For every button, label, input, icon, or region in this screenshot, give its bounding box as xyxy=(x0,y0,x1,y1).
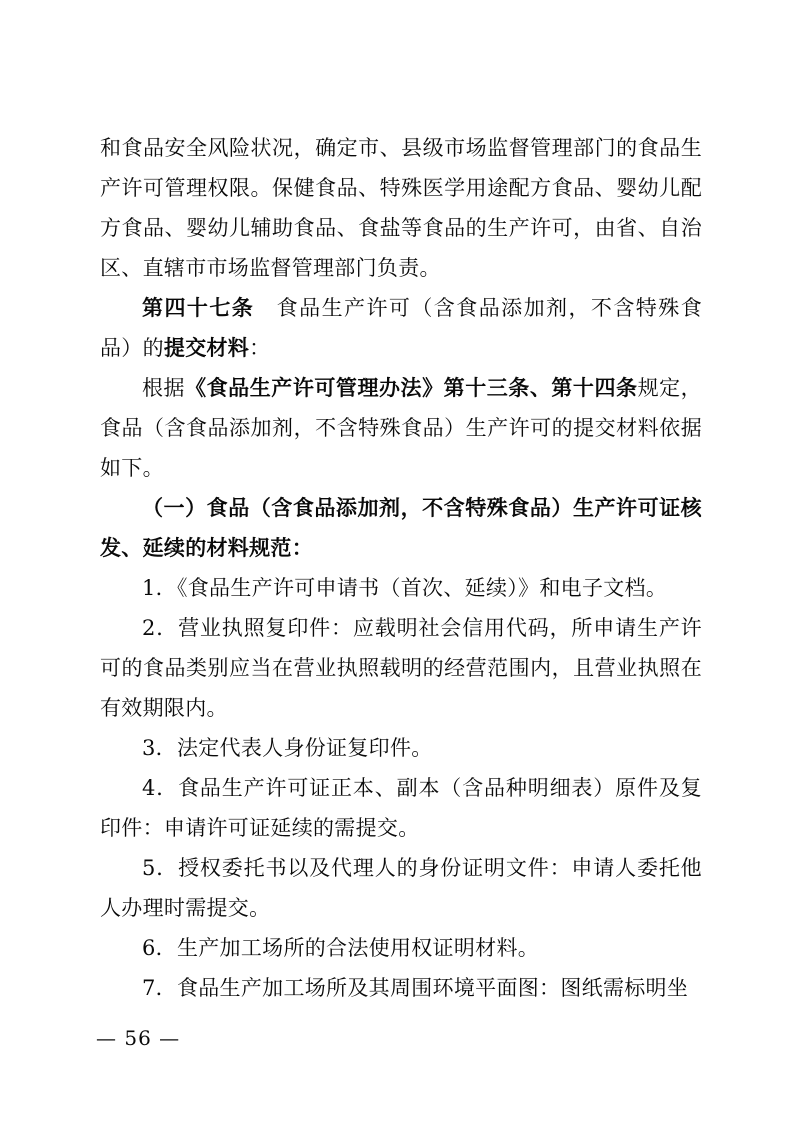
bold-text: 第四十七条 xyxy=(142,295,255,320)
body-text: 根据 xyxy=(142,376,186,400)
body-text: 5．授权委托书以及代理人的身份证明文件：申请人委托他人办理时需提交。 xyxy=(100,856,702,920)
body-text: 规定，食品（含食品添加剂，不含特殊食品）生产许可的提交材料依据如下。 xyxy=(100,376,702,480)
paragraph-6 xyxy=(100,608,702,728)
paragraph-10 xyxy=(100,928,702,968)
body-text: 1．《食品生产许可申请书（首次、延续）》和电子文档。 xyxy=(142,576,668,600)
body-text: 7．食品生产加工场所及其周围环境平面图：图纸需标明坐 xyxy=(142,976,689,1000)
bold-text: 提交材料 xyxy=(163,335,250,360)
body-text: 2．营业执照复印件：应载明社会信用代码，所申请生产许可的食品类别应当在营业执照载明的经营范围内，且营业执照在有效期限内。 xyxy=(100,616,702,720)
document-body xyxy=(100,128,702,1008)
bold-text: （一）食品（含食品添加剂，不含特殊食品）生产许可证核发、延续的材料规范： xyxy=(100,495,702,560)
paragraph-4 xyxy=(100,488,702,568)
paragraph-3 xyxy=(100,368,702,488)
paragraph-11 xyxy=(100,968,702,1008)
paragraph-7 xyxy=(100,728,702,768)
bold-text: 《食品生产许可管理办法》第十三条、第十四条 xyxy=(185,375,638,400)
paragraph-2 xyxy=(100,288,702,368)
paragraph-5 xyxy=(100,568,702,608)
body-text: 4．食品生产许可证正本、副本（含品种明细表）原件及复印件：申请许可证延续的需提交。 xyxy=(100,776,702,840)
body-text: 6．生产加工场所的合法使用权证明材料。 xyxy=(142,936,540,960)
page-number: — 56 — xyxy=(96,1026,181,1050)
body-text: ： xyxy=(249,336,271,360)
body-text: 食品生产许可（含食品添加剂，不含特殊食品）的 xyxy=(100,296,703,360)
body-text: 3．法定代表人身份证复印件。 xyxy=(142,736,433,760)
paragraph-9 xyxy=(100,848,702,928)
body-text: 和食品安全风险状况，确定市、县级市场监督管理部门的食品生产许可管理权限。保健食品、特殊医学用途配方食品、婴幼儿配方食品、婴幼儿辅助食品、食盐等食品的生产许可，由省、自治区、直辖市市场监督管理部门负责。 xyxy=(100,136,702,280)
paragraph-8 xyxy=(100,768,702,848)
paragraph-1 xyxy=(100,128,702,288)
